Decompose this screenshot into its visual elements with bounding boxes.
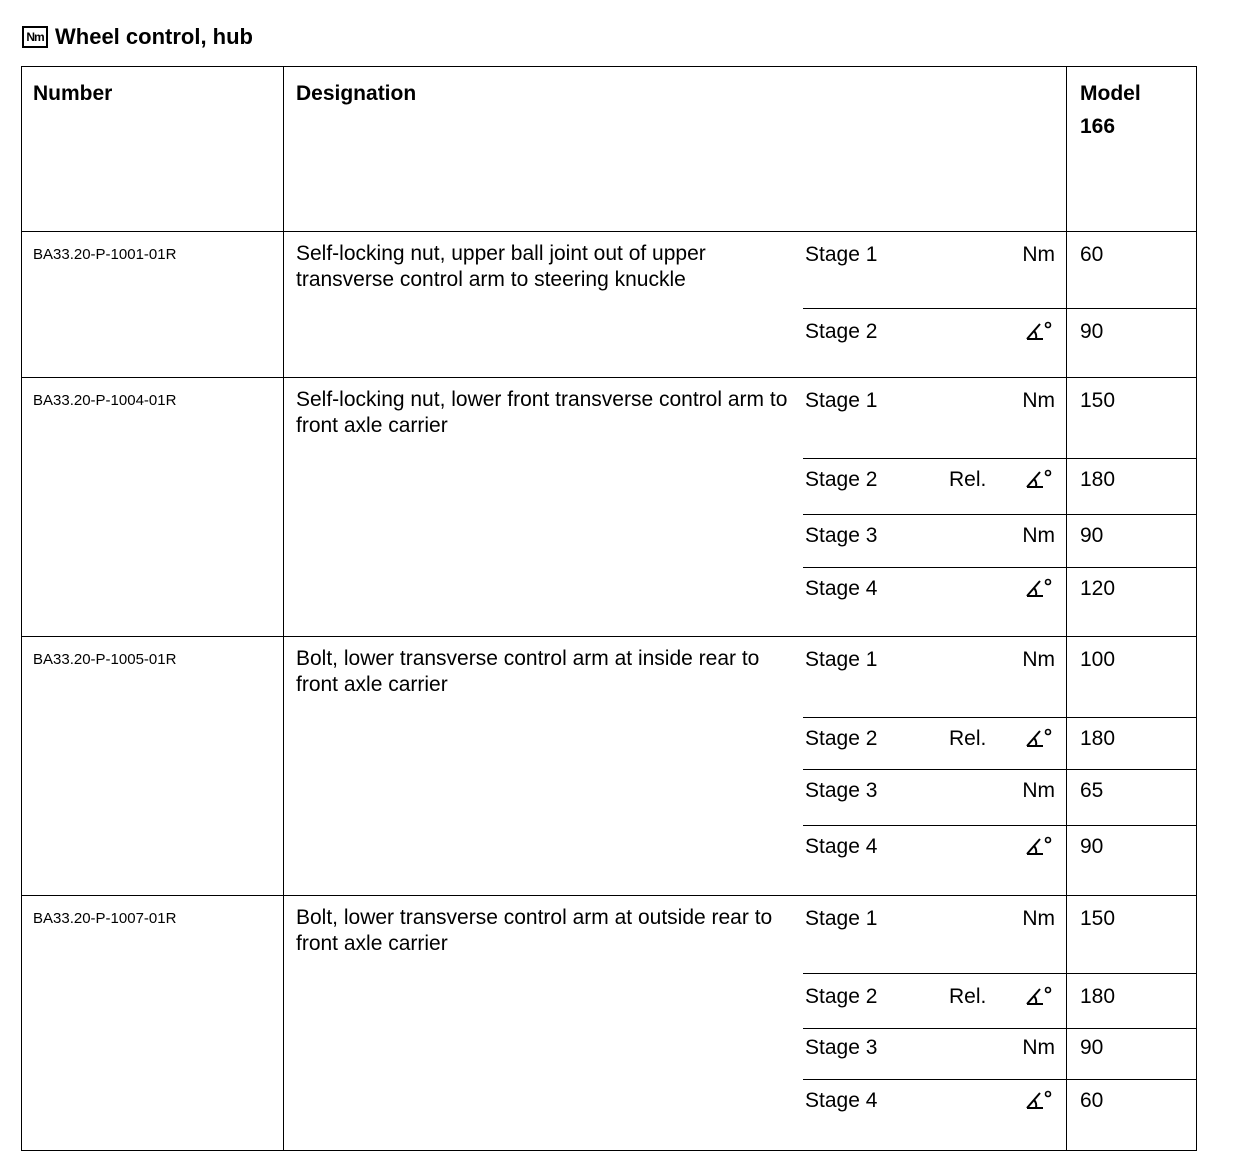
page-title: Wheel control, hub bbox=[55, 24, 253, 49]
stage-label: Stage 2 bbox=[805, 320, 878, 343]
part-number: BA33.20-P-1004-01R bbox=[33, 392, 177, 409]
relative-label: Rel. bbox=[949, 985, 987, 1008]
stage-divider bbox=[803, 825, 1196, 826]
unit-label: Nm bbox=[1022, 1036, 1055, 1059]
header-model-number: 166 bbox=[1080, 115, 1116, 138]
stage-label: Stage 4 bbox=[805, 1089, 878, 1112]
stage-label: Stage 1 bbox=[805, 648, 878, 671]
stage-label: Stage 3 bbox=[805, 524, 878, 547]
relative-label: Rel. bbox=[949, 468, 987, 491]
torque-value: 90 bbox=[1080, 524, 1104, 547]
part-number: BA33.20-P-1001-01R bbox=[33, 246, 177, 263]
angle-icon bbox=[1025, 468, 1053, 490]
stage-divider bbox=[803, 308, 1196, 309]
torque-value: 100 bbox=[1080, 648, 1116, 671]
designation-text: Bolt, lower transverse control arm at inside rear to front axle carrier bbox=[296, 647, 760, 696]
torque-value: 150 bbox=[1080, 389, 1116, 412]
stage-label: Stage 3 bbox=[805, 779, 878, 802]
stage-label: Stage 2 bbox=[805, 727, 878, 750]
unit-label: Nm bbox=[1022, 524, 1055, 547]
angle-icon bbox=[1025, 985, 1053, 1007]
header-model: Model bbox=[1080, 82, 1141, 105]
angle-icon bbox=[1025, 1089, 1053, 1111]
torque-value: 90 bbox=[1080, 320, 1104, 343]
relative-label: Rel. bbox=[949, 727, 987, 750]
torque-value: 90 bbox=[1080, 1036, 1104, 1059]
part-number: BA33.20-P-1007-01R bbox=[33, 910, 177, 927]
torque-value: 180 bbox=[1080, 468, 1116, 491]
torque-value: 60 bbox=[1080, 243, 1104, 266]
stage-divider bbox=[803, 514, 1196, 515]
stage-divider bbox=[803, 1028, 1196, 1029]
angle-icon bbox=[1025, 320, 1053, 342]
stage-divider bbox=[803, 717, 1196, 718]
torque-value: 180 bbox=[1080, 985, 1116, 1008]
stage-divider bbox=[803, 458, 1196, 459]
torque-value: 120 bbox=[1080, 577, 1116, 600]
stage-label: Stage 3 bbox=[805, 1036, 878, 1059]
stage-label: Stage 4 bbox=[805, 577, 878, 600]
stage-divider bbox=[803, 567, 1196, 568]
header-designation: Designation bbox=[296, 82, 417, 105]
row-divider bbox=[22, 231, 1196, 232]
designation-text: Bolt, lower transverse control arm at outside rear to front axle carrier bbox=[296, 906, 773, 955]
column-divider bbox=[283, 67, 284, 1150]
page-title-bar bbox=[22, 22, 253, 52]
unit-label: Nm bbox=[1022, 648, 1055, 671]
stage-label: Stage 4 bbox=[805, 835, 878, 858]
unit-label: Nm bbox=[1022, 243, 1055, 266]
angle-icon bbox=[1025, 727, 1053, 749]
torque-table bbox=[21, 66, 1197, 1151]
unit-label: Nm bbox=[1022, 779, 1055, 802]
part-number: BA33.20-P-1005-01R bbox=[33, 651, 177, 668]
unit-label: Nm bbox=[1022, 389, 1055, 412]
stage-label: Stage 1 bbox=[805, 389, 878, 412]
stage-label: Stage 1 bbox=[805, 907, 878, 930]
torque-value: 60 bbox=[1080, 1089, 1104, 1112]
torque-value: 180 bbox=[1080, 727, 1116, 750]
stage-divider bbox=[803, 1079, 1196, 1080]
stage-divider bbox=[803, 769, 1196, 770]
stage-divider bbox=[803, 973, 1196, 974]
stage-label: Stage 1 bbox=[805, 243, 878, 266]
designation-text: Self-locking nut, lower front transverse control arm to front axle carrier bbox=[296, 388, 788, 437]
angle-icon bbox=[1025, 577, 1053, 599]
stage-label: Stage 2 bbox=[805, 985, 878, 1008]
torque-value: 65 bbox=[1080, 779, 1104, 802]
torque-value: 150 bbox=[1080, 907, 1116, 930]
designation-text: Self-locking nut, upper ball joint out of upper transverse control arm to steering knuckle bbox=[296, 242, 706, 291]
unit-label: Nm bbox=[1022, 907, 1055, 930]
row-divider bbox=[22, 636, 1196, 637]
column-divider bbox=[1066, 67, 1067, 1150]
row-divider bbox=[22, 377, 1196, 378]
stage-label: Stage 2 bbox=[805, 468, 878, 491]
torque-nm-icon: Nm bbox=[22, 26, 48, 48]
header-number: Number bbox=[33, 82, 113, 105]
angle-icon bbox=[1025, 835, 1053, 857]
row-divider bbox=[22, 895, 1196, 896]
torque-value: 90 bbox=[1080, 835, 1104, 858]
